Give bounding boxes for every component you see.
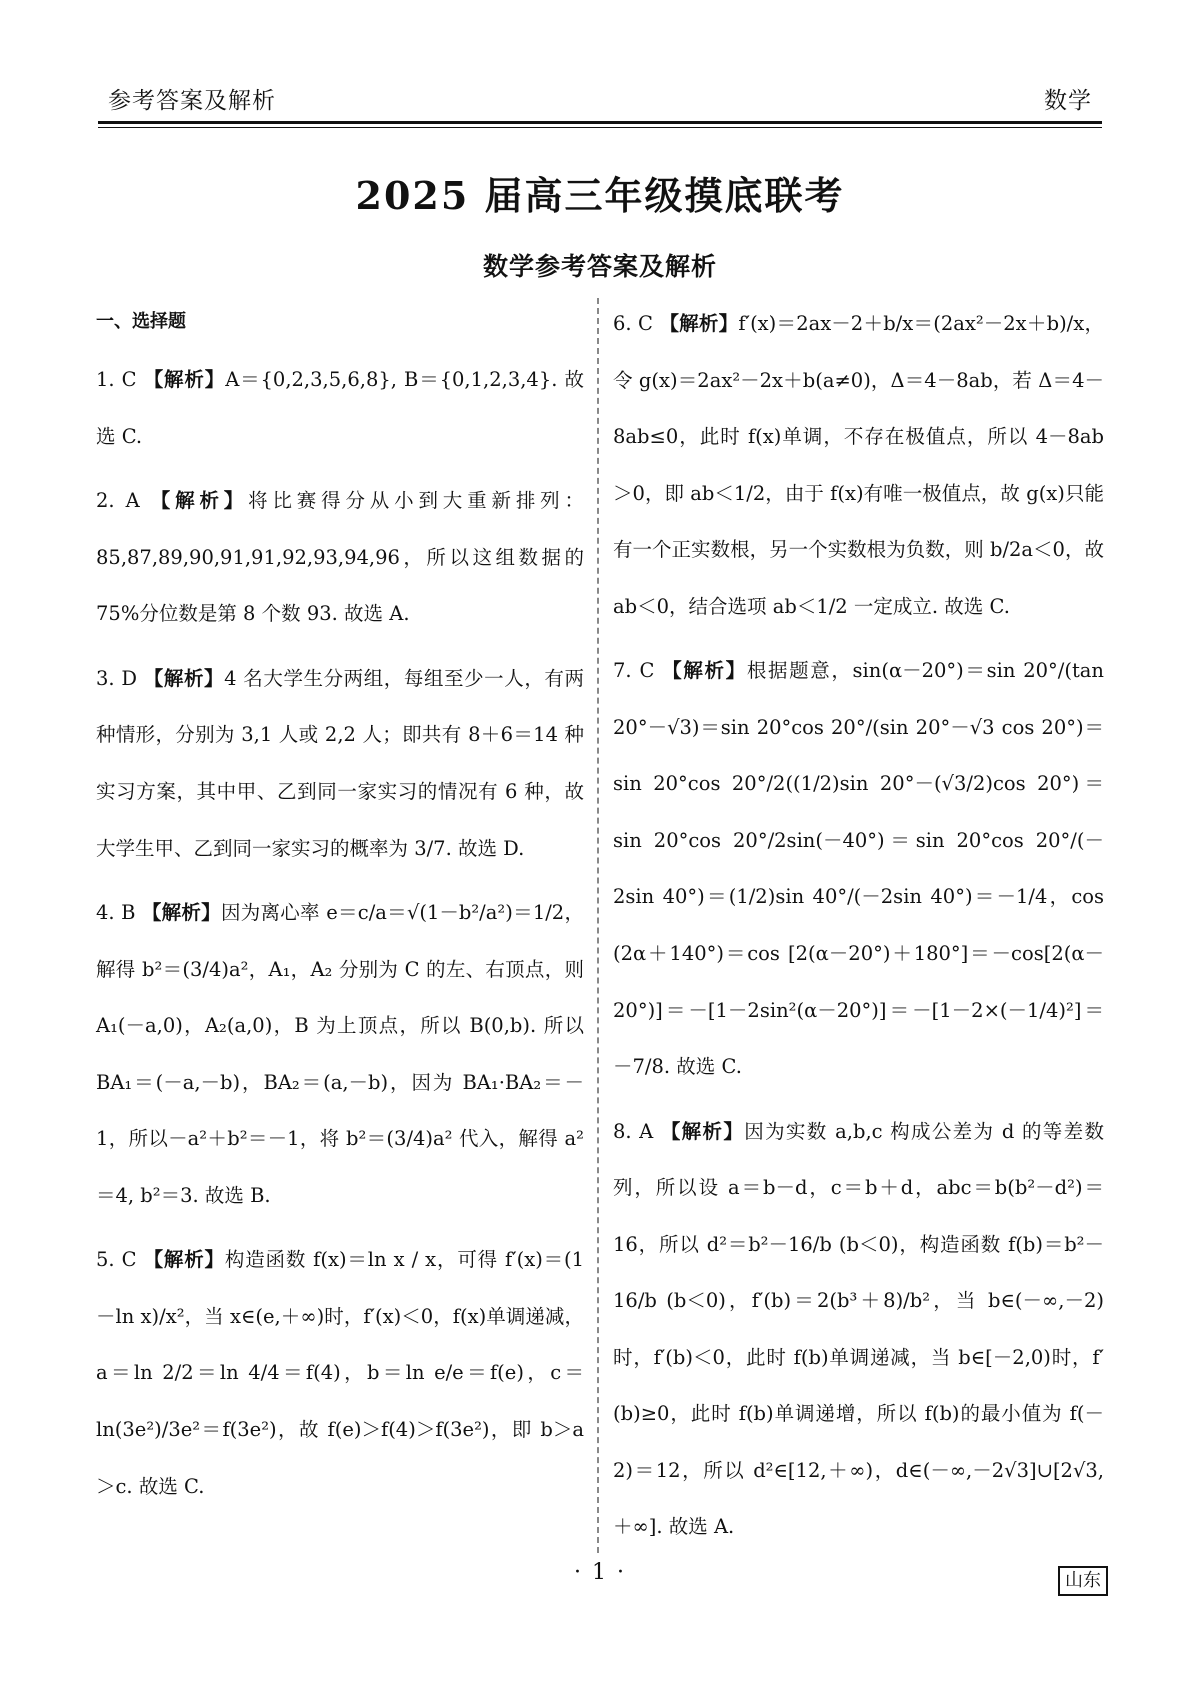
answer-text: 构造函数 f(x)＝ln x / x，可得 f′(x)＝(1－ln x)/x²，当 x∈(e,＋∞)时，f′(x)＜0，f(x)单调递减，a＝ln 2/2＝ln 4/4＝f(4)，b＝ln e/e＝f(e)，c＝ln(3e²)/3e²＝f(3e²)，故 f(e)＞f(4)＞f(3e²)，即 b＞a＞c. 故选 C. [96, 1248, 584, 1498]
header-rule-thick [98, 121, 1102, 124]
analysis-tag: 【解析】 [659, 312, 739, 335]
analysis-tag: 【解析】 [662, 659, 747, 683]
column-divider [597, 298, 599, 1553]
answer-text: 4 名大学生分两组，每组至少一人，有两种情形，分别为 3,1 人或 2,2 人；即共有 8＋6＝14 种实习方案，其中甲、乙到同一家实习的情况有 6 种，故大学生甲、乙到同一家实习的概率为 3/7. 故选 D. [96, 666, 584, 860]
right-column [613, 296, 1104, 1564]
region-badge: 山东 [1058, 1566, 1108, 1596]
analysis-tag: 【解析】 [150, 489, 249, 513]
answer-item [613, 296, 1104, 635]
analysis-tag: 【解析】 [660, 1119, 745, 1143]
answer-item [96, 1232, 584, 1515]
page-number: · 1 · [574, 1560, 626, 1585]
answer-item [613, 1104, 1104, 1556]
answer-item [613, 643, 1104, 1095]
answer-number: 2. A [96, 489, 140, 513]
answer-number: 8. A [613, 1119, 654, 1143]
answer-item [96, 352, 584, 465]
answer-number: 7. C [613, 659, 655, 683]
answer-text: A＝{0,2,3,5,6,8}, B＝{0,1,2,3,4}. 故选 C. [96, 368, 585, 448]
analysis-tag: 【解析】 [143, 1248, 225, 1272]
header-doc-type: 参考答案及解析 [108, 88, 276, 114]
header-subject: 数学 [1044, 88, 1092, 114]
page-title: 2025 届高三年级摸底联考 [355, 173, 845, 218]
answer-number: 1. C [96, 368, 137, 392]
answer-item [96, 473, 584, 643]
header-rule-thin [98, 127, 1102, 128]
answer-text: 将比赛得分从小到大重新排列：85,87,89,90,91,91,92,93,94,96，所以这组数据的 75%分位数是第 8 个数 93. 故选 A. [96, 489, 584, 626]
answer-text: f′(x)＝2ax－2＋b/x＝(2ax²－2x＋b)/x，令 g(x)＝2ax²－2x＋b(a≠0)，Δ＝4－8ab，若 Δ＝4－8ab≤0，此时 f(x)单调，不存在极值点，所以 4－8ab＞0，即 ab＜1/2，由于 f(x)有唯一极值点，故 g(x)只能有一个正实数根，另一个实数根为负数，则 b/2a＜0，故 ab＜0，结合选项 ab＜1/2 一定成立. 故选 C. [613, 312, 1104, 618]
analysis-tag: 【解析】 [141, 901, 221, 925]
left-column [96, 296, 584, 1523]
answer-item [96, 885, 584, 1224]
answer-text: 因为离心率 e＝c/a＝√(1－b²/a²)＝1/2，解得 b²＝(3/4)a²，A₁，A₂ 分别为 C 的左、右顶点，则 A₁(－a,0)，A₂(a,0)，B 为上顶点，所以 B(0,b). 所以 BA₁＝(－a,－b)，BA₂＝(a,－b)，因为 BA₁·BA₂＝－1，所以－a²＋b²＝－1，将 b²＝(3/4)a² 代入，解得 a²＝4, b²＝3. 故选 B. [96, 901, 584, 1207]
analysis-tag: 【解析】 [143, 368, 226, 392]
page-header [98, 78, 1102, 122]
answer-number: 3. D [96, 666, 138, 690]
page-subtitle: 数学参考答案及解析 [482, 252, 717, 281]
answer-number: 4. B [96, 901, 136, 925]
answer-item [96, 651, 584, 877]
answer-number: 6. C [613, 312, 653, 335]
answer-text: 根据题意，sin(α－20°)＝sin 20°/(tan 20°－√3)＝sin 20°cos 20°/(sin 20°－√3 cos 20°)＝sin 20°cos 20°/2((1/2)sin 20°－(√3/2)cos 20°)＝sin 20°cos 20°/2sin(－40°)＝sin 20°cos 20°/(－2sin 40°)＝(1/2)sin 40°/(－2sin 40°)＝－1/4，cos (2α＋140°)＝cos [2(α－20°)＋180°]＝－cos[2(α－20°)]＝－[1－2sin²(α－20°)]＝－[1－2×(－1/4)²]＝－7/8. 故选 C. [613, 659, 1104, 1079]
answer-text: 因为实数 a,b,c 构成公差为 d 的等差数列，所以设 a＝b－d，c＝b＋d，abc＝b(b²－d²)＝16，所以 d²＝b²－16/b (b＜0)，构造函数 f(b)＝b²－16/b (b＜0)，f′(b)＝2(b³＋8)/b²，当 b∈(－∞,－2)时，f′(b)＜0，此时 f(b)单调递减，当 b∈[－2,0)时，f′(b)≥0，此时 f(b)单调递增，所以 f(b)的最小值为 f(－2)＝12，所以 d²∈[12,＋∞)，d∈(－∞,－2√3]∪[2√3,＋∞]. 故选 A. [613, 1119, 1105, 1539]
section-heading: 一、选择题 [96, 311, 186, 332]
answer-number: 5. C [96, 1248, 137, 1272]
analysis-tag: 【解析】 [143, 666, 225, 690]
